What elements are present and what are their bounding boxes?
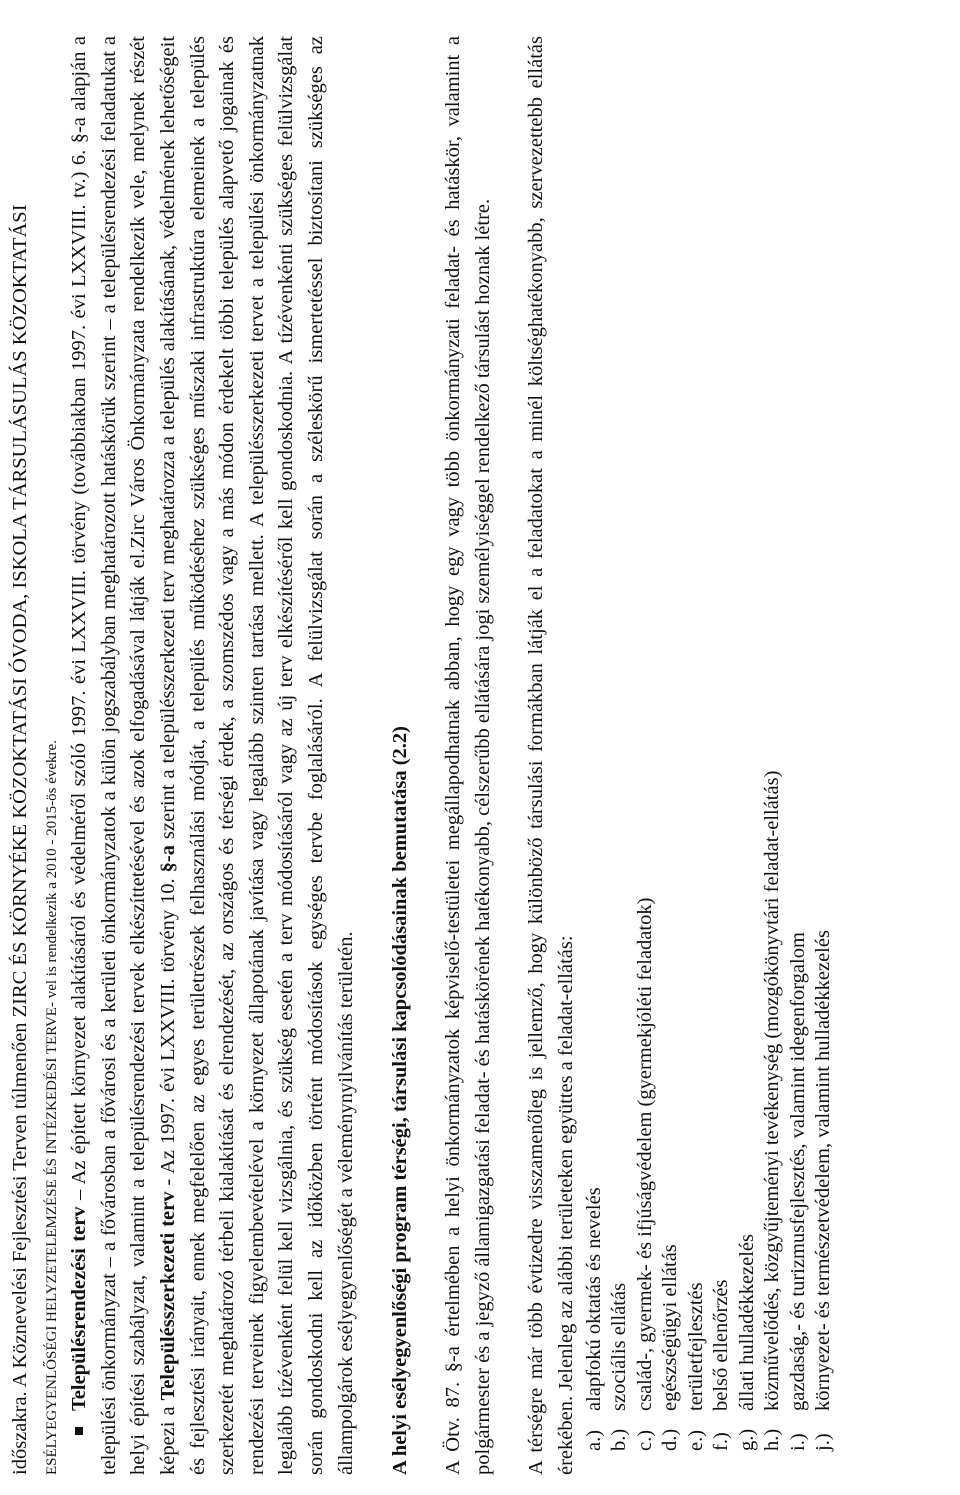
header-subline bbox=[36, 36, 66, 1475]
header-line bbox=[6, 36, 36, 1475]
list-text: közművelődés, közgyűjteményi tevékenység (mozgókönyvtári feladat-ellátás) bbox=[761, 770, 783, 1411]
list-text: gazdaság,- és turizmusfejlesztés, valamint idegenforgalom bbox=[786, 932, 809, 1411]
list-item bbox=[786, 36, 812, 1451]
list-text: területfejlesztés bbox=[684, 1282, 707, 1411]
list-letter: i.) bbox=[786, 1433, 809, 1451]
header-text-1: időszakra. A Köznevelési Fejlesztési Terven túlmenően ZIRC ÉS KÖRNYÉKE KÖZOKTATÁSI ÓVODA, ISKOLA TÁRSULÁSULÁS KÖZOKTATÁSI bbox=[9, 204, 31, 1475]
header-text-2a: ESÉLYEGYENLŐSÉGI HELYZETELEMZÉSE ÉS INTÉZKEDÉSI TERVE bbox=[43, 1007, 60, 1475]
paragraph-association: A Ötv. 87. §-a értelmében a helyi önkormányzatok képviselő-testületei megállapodhatnak abban, hogy egy vagy több önkormányzati feladat- és hatáskör, valamint a polgármester és a jegyző államigazgatási feladat- és hatáskörének hatékonyabb, célszerűbb ellátására jogi személyiséggel rendelkező társulást hoznak létre. bbox=[442, 36, 494, 1475]
list-letter: j.) bbox=[812, 1433, 834, 1451]
list-item bbox=[709, 36, 735, 1451]
list-item bbox=[811, 36, 837, 1451]
paragraph-text: – Az épített környezet alakításáról és védelméről szóló 1997. évi LXXVIII. törvény (továbbiakban 1997. évi LXXVIII. tv.) 6. §-a alapján a települési önkormányzat – a fővárosban a fővárosi és a kerületi önkormányzatok a külön jogszabályban meghatározott hatáskörük szerint – a településrendezési feladatukat a helyi építési szabályzat, valamint a településrendezési tervek elkészíttetésével és azok elfogadásával látják el.Zirc Város Önkormányzata rendelkezik vele, melynek részét képezi a bbox=[68, 36, 179, 1475]
list-item bbox=[735, 36, 761, 1451]
bullet-icon bbox=[75, 1427, 83, 1435]
section-heading: A helyi esélyegyenlőségi program térségi, társulási kapcsolódásainak bemutatása (2.2) bbox=[389, 726, 412, 1475]
spacer bbox=[361, 36, 385, 1475]
list-letter: b.) bbox=[608, 1428, 630, 1451]
list-text: állati hulladékkezelés bbox=[735, 1233, 758, 1411]
list-item bbox=[633, 36, 659, 1451]
list-item bbox=[658, 36, 684, 1451]
list-text: belső ellenőrzés bbox=[710, 1279, 732, 1411]
paragraph-region: A térségre már több évtizedre visszamenőleg is jellemző, hogy különböző társulási formákban látják el a feladatokat a minél költséghatékonyabb, szervezettebb ellátás érekében. Jelenleg az alábbi területeken együttes a feladat-ellátás: bbox=[525, 36, 577, 1475]
spacer bbox=[415, 36, 439, 1475]
term-structure-plan: Településszerkezeti terv bbox=[156, 1191, 179, 1401]
header-text-2b: - vel is rendelkezik a 2010 - 2015-ös évekre. bbox=[43, 740, 60, 1008]
list-item bbox=[760, 36, 786, 1451]
list-letter: e.) bbox=[684, 1429, 707, 1451]
list-letter: c.) bbox=[633, 1429, 656, 1451]
list-letter: f.) bbox=[710, 1432, 732, 1451]
term-town-planning: Településrendezési terv bbox=[68, 1206, 91, 1411]
list-text: egészségügyi ellátás bbox=[659, 1244, 681, 1411]
list-letter: g.) bbox=[735, 1428, 758, 1451]
list-text: család-, gyermek- és ifjúságvédelem (gyermekjóléti feladatok) bbox=[633, 897, 656, 1411]
term-section: §-a bbox=[156, 845, 179, 873]
paragraph-text-2: - Az 1997. évi LXXVIII. törvény 10. bbox=[156, 872, 179, 1192]
paragraph-text-3: szerint a településszerkezeti terv meghatározza a település alakításának, védelmének lehetőségeit és fejlesztési irányait, ennek megfelelően az egyes területrészek felhasználási módját, a település működéséhez szükséges műszaki infrastruktúra elemeinek a település szerkezetét meghatározó térbeli kialakítását és elrendezését, az országos és térségi érdek, a szomszédos vagy a más módon érdekelt többi település alapvető jogainak és rendezési terveinek figyelembevételével a környezet állapotának javítása vagy legalább szinten tartása mellett. A településszerkezeti tervet a települési önkormányzatnak legalább tízévenként felül kell vizsgálnia, és szükség esetén a terv módosításáról vagy az új terv elkészítéséről kell gondoskodnia. A tízévenkénti szükséges felülvizsgálat során gondoskodni kell az időközben történt módosítások egységes tervbe foglalásáról. A felülvizsgálat során a széleskörű ismertetéssel biztosítani szükséges az állampolgárok esélyegyenlőségét a véleménynyilvánítás területén. bbox=[156, 35, 357, 1475]
list-letter: a.) bbox=[582, 1429, 605, 1451]
spacer bbox=[498, 36, 522, 1475]
list-item bbox=[684, 36, 710, 1451]
list-item bbox=[582, 36, 608, 1451]
list-text: alapfokú oktatás és nevelés bbox=[582, 1187, 605, 1411]
list-letter: d.) bbox=[659, 1428, 681, 1451]
paragraph-townplanning bbox=[65, 36, 361, 1475]
task-list bbox=[582, 36, 837, 1475]
list-text: környezet- és természetvédelem, valamint hulladékkezelés bbox=[812, 930, 834, 1411]
list-text: szociális ellátás bbox=[608, 1282, 630, 1411]
list-letter: h.) bbox=[761, 1428, 783, 1451]
list-item bbox=[607, 36, 633, 1451]
